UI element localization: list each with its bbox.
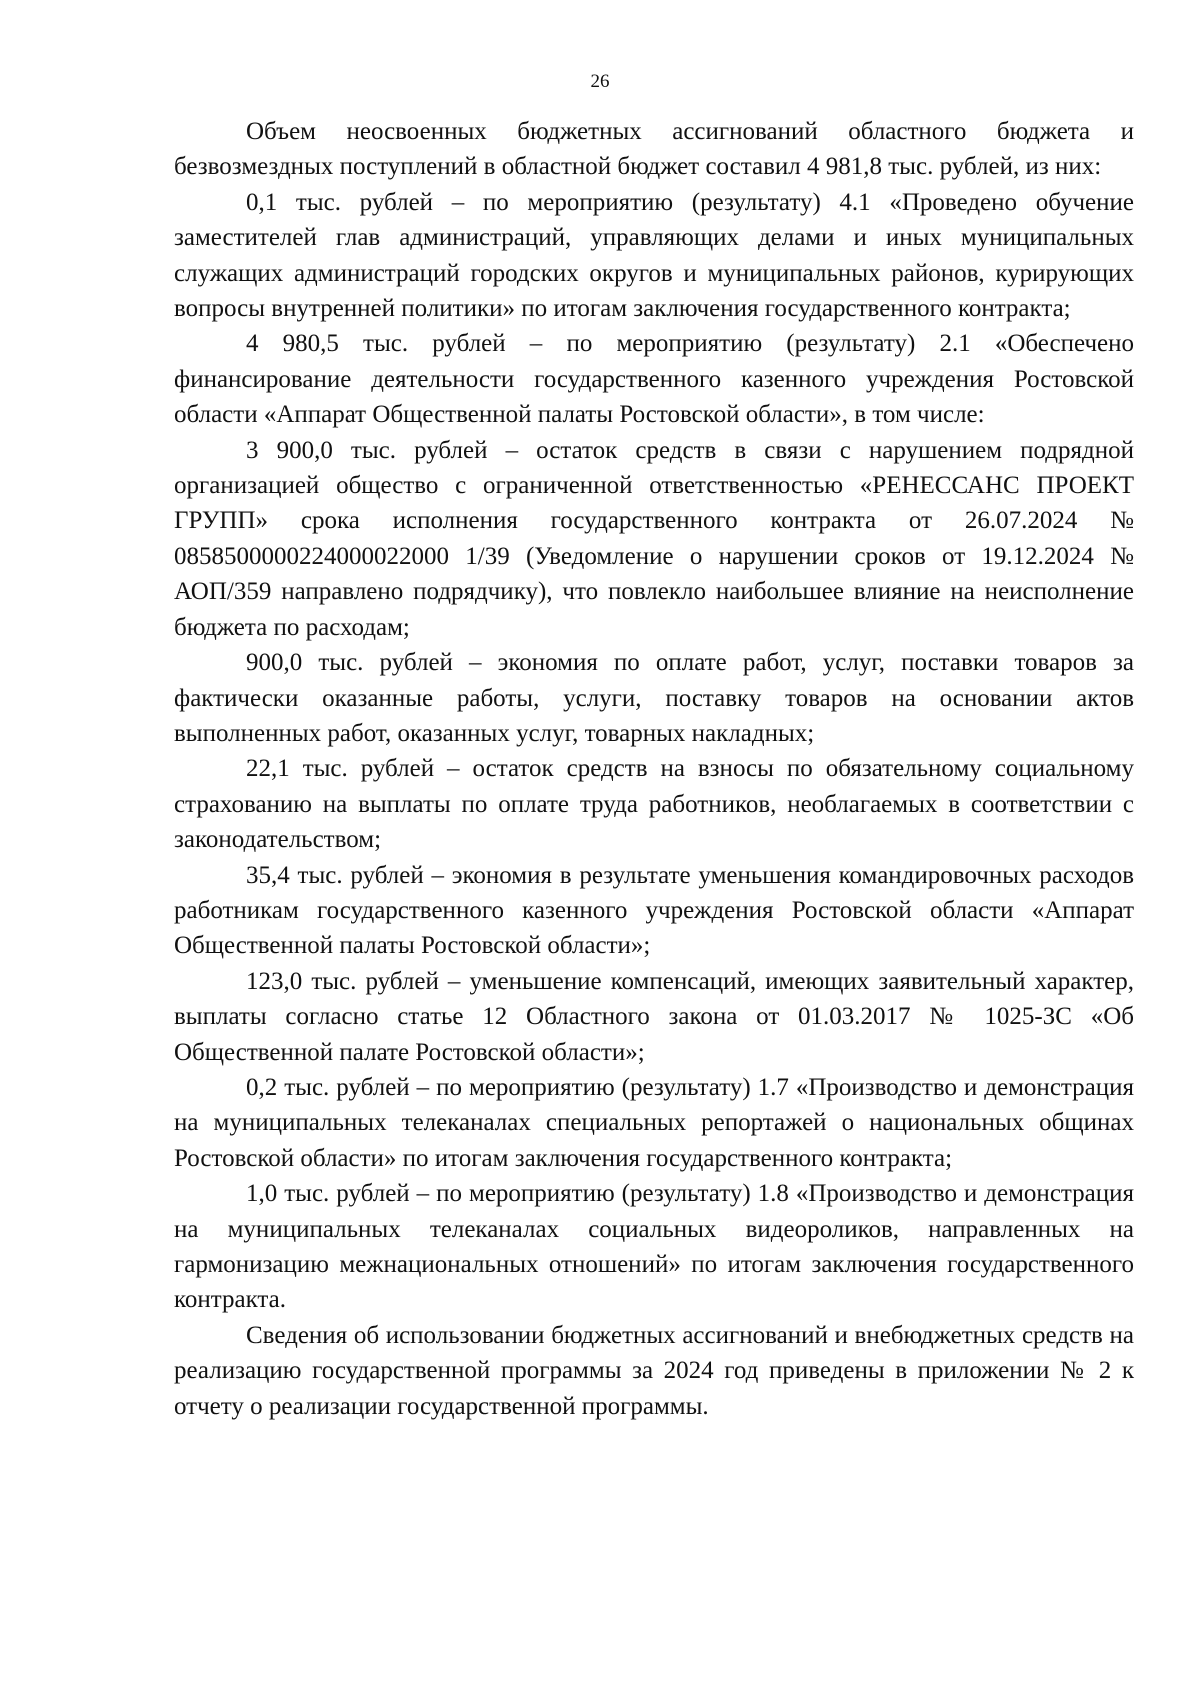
paragraph-compensation-reduction: 123,0 тыс. рублей – уменьшение компенсаций, имеющих заявительный характер, выплаты согласно статье 12 Областного закона от 01.03.2017 № 1025-ЗС «Об Общественной палате Ростовской области»; xyxy=(174,967,1134,1066)
page-number: 26 xyxy=(590,71,610,92)
paragraph-unspent-total: Объем неосвоенных бюджетных ассигнований областного бюджета и безвозмездных поступлений в областной бюджет составил 4 981,8 тыс. рублей, из них: xyxy=(174,118,1134,181)
paragraph-measure-1-8: 1,0 тыс. рублей – по мероприятию (результату) 1.8 «Производство и демонстрация на муниципальных телеканалах социальных видеороликов, направленных на гармонизацию межнациональных отношений» по итогам заключения государственного контракта. xyxy=(174,1180,1134,1314)
paragraph-savings-works: 900,0 тыс. рублей – экономия по оплате работ, услуг, поставки товаров за фактически оказанные работы, услуги, поставку товаров на основании актов выполненных работ, оказанных услуг, товарных накладных; xyxy=(174,649,1134,747)
paragraph-appendix-reference: Сведения об использовании бюджетных ассигнований и внебюджетных средств на реализацию государственной программы за 2024 год приведены в приложении № 2 к отчету о реализации государственной программы. xyxy=(174,1321,1134,1420)
document-body xyxy=(174,114,1134,1424)
paragraph-contract-violation: 3 900,0 тыс. рублей – остаток средств в связи с нарушением подрядной организацией общество с ограниченной ответственностью «РЕНЕССАНС ПРОЕКТ ГРУПП» срока исполнения государственного контракта от 26.07.2024 № 0858500000224000022000 1/39 (Уведомление о нарушении сроков от 19.12.2024 № АОП/359 направлено подрядчику), что повлекло наибольшее влияние на неисполнение бюджета по расходам; xyxy=(174,436,1134,641)
paragraph-insurance-balance: 22,1 тыс. рублей – остаток средств на взносы по обязательному социальному страхованию на выплаты по оплате труда работников, необлагаемых в соответствии с законодательством; xyxy=(174,755,1134,854)
paragraph-measure-2-1: 4 980,5 тыс. рублей – по мероприятию (результату) 2.1 «Обеспечено финансирование деятельности государственного казенного учреждения Ростовской области «Аппарат Общественной палаты Ростовской области», в том числе: xyxy=(174,330,1134,429)
paragraph-measure-4-1: 0,1 тыс. рублей – по мероприятию (результату) 4.1 «Проведено обучение заместителей глав администраций, управляющих делами и иных муниципальных служащих администраций городских округов и муниципальных районов, курирующих вопросы внутренней политики» по итогам заключения государственного контракта; xyxy=(174,188,1134,323)
paragraph-travel-savings: 35,4 тыс. рублей – экономия в результате уменьшения командировочных расходов работникам государственного казенного учреждения Ростовской области «Аппарат Общественной палаты Ростовской области»; xyxy=(174,861,1134,960)
paragraph-measure-1-7: 0,2 тыс. рублей – по мероприятию (результату) 1.7 «Производство и демонстрация на муниципальных телеканалах специальных репортажей о национальных общинах Ростовской области» по итогам заключения государственного контракта; xyxy=(174,1073,1134,1172)
